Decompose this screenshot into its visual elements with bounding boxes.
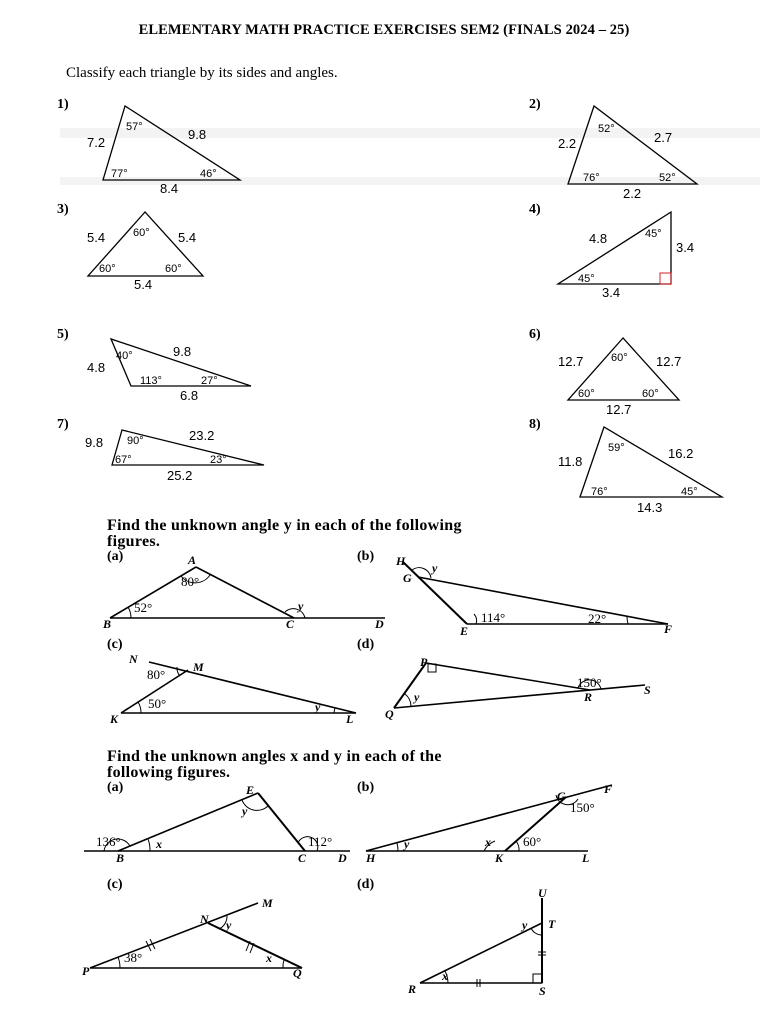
side-label: 6.8 bbox=[180, 388, 199, 403]
line-rt bbox=[420, 923, 542, 983]
triangle-number: 7) bbox=[57, 417, 69, 432]
angle-label: 23° bbox=[210, 454, 227, 466]
point-label: R bbox=[408, 982, 417, 996]
angle-label: 60° bbox=[165, 263, 182, 275]
angle-arc bbox=[138, 702, 141, 713]
angle-label: 52° bbox=[134, 600, 153, 615]
point-label: L bbox=[346, 712, 354, 726]
s2-figure-a bbox=[102, 549, 385, 631]
angle-arc bbox=[474, 614, 477, 624]
line-nq bbox=[208, 923, 302, 968]
triangle-number: 4) bbox=[529, 202, 541, 217]
point-label: R bbox=[584, 690, 593, 704]
angle-label: 45° bbox=[578, 273, 595, 285]
angle-label: y bbox=[414, 690, 420, 704]
point-label: T bbox=[548, 917, 556, 931]
triangle-5 bbox=[57, 327, 251, 403]
side-label: 12.7 bbox=[558, 354, 584, 369]
angle-label: y bbox=[404, 837, 410, 851]
right-angle-marker bbox=[660, 273, 671, 284]
part-label: (b) bbox=[357, 780, 375, 795]
s2-figure-c bbox=[107, 637, 356, 726]
angle-label: 60° bbox=[611, 352, 628, 364]
point-label: C bbox=[298, 851, 307, 865]
s3-figure-a bbox=[84, 780, 350, 865]
angle-label: 27° bbox=[201, 375, 218, 387]
triangle-shape bbox=[558, 212, 671, 284]
point-label: K bbox=[495, 851, 504, 865]
angle-label: y bbox=[315, 700, 321, 714]
right-angle-marker bbox=[533, 974, 542, 983]
side-label: 14.3 bbox=[637, 500, 663, 515]
angle-label: y bbox=[432, 561, 438, 575]
triangle-number: 1) bbox=[57, 97, 69, 112]
page-title: ELEMENTARY MATH PRACTICE EXERCISES SEM2 (FINALS 2024 – 25) bbox=[138, 22, 630, 38]
triangle-2 bbox=[529, 97, 697, 201]
angle-label: 76° bbox=[591, 486, 608, 498]
point-label: H bbox=[366, 851, 376, 865]
point-label: P bbox=[82, 964, 90, 978]
angle-label: 60° bbox=[642, 388, 659, 400]
triangle-number: 2) bbox=[529, 97, 541, 112]
side-label: 8.4 bbox=[160, 181, 179, 196]
triangle-4 bbox=[529, 202, 694, 300]
angle-arc bbox=[128, 607, 131, 618]
angle-label: 90° bbox=[127, 435, 144, 447]
point-label: M bbox=[193, 660, 204, 674]
side-label: 3.4 bbox=[676, 240, 695, 255]
s3-figure-c bbox=[82, 877, 302, 980]
side-label: 9.8 bbox=[173, 344, 192, 359]
point-label: Q bbox=[293, 966, 302, 980]
s3-figure-d bbox=[357, 877, 556, 998]
angle-label: 80° bbox=[181, 574, 200, 589]
part-label: (d) bbox=[357, 877, 375, 892]
triangle-8 bbox=[529, 417, 722, 515]
line-be bbox=[118, 793, 258, 851]
side-label: 5.4 bbox=[178, 230, 197, 245]
point-label: U bbox=[538, 886, 547, 900]
angle-arc bbox=[627, 617, 628, 624]
point-label: H bbox=[396, 554, 406, 568]
point-label: Q bbox=[385, 707, 394, 721]
angle-label: 57° bbox=[126, 121, 143, 133]
side-label: 25.2 bbox=[167, 468, 193, 483]
angle-label: 60° bbox=[99, 263, 116, 275]
angle-label: 60° bbox=[523, 834, 542, 849]
angle-label: 60° bbox=[578, 388, 595, 400]
triangle-number: 8) bbox=[529, 417, 541, 432]
side-label: 11.8 bbox=[558, 454, 583, 469]
line-nl bbox=[149, 662, 356, 713]
point-label: L bbox=[582, 851, 590, 865]
angle-label: y bbox=[242, 804, 248, 818]
angle-label: y bbox=[226, 918, 232, 932]
angle-label: 77° bbox=[111, 168, 128, 180]
angle-label: 150° bbox=[577, 675, 602, 690]
angle-arc bbox=[397, 843, 398, 851]
part-label: (c) bbox=[107, 637, 123, 652]
point-label: S bbox=[644, 683, 651, 697]
angle-arc bbox=[118, 957, 120, 968]
line-qs bbox=[394, 685, 645, 708]
angle-arc bbox=[405, 694, 411, 706]
side-label: 2.2 bbox=[623, 186, 642, 201]
angle-label: y bbox=[298, 599, 304, 613]
point-label: E bbox=[460, 624, 469, 638]
angle-label: 52° bbox=[659, 172, 676, 184]
point-label: F bbox=[604, 782, 613, 796]
angle-label: 40° bbox=[116, 350, 133, 362]
section3-heading-line2: following figures. bbox=[107, 764, 231, 781]
part-label: (b) bbox=[357, 549, 375, 564]
section2-heading-line1: Find the unknown angle y in each of the following bbox=[107, 517, 462, 534]
point-label: A bbox=[188, 553, 197, 567]
angle-arc bbox=[148, 839, 150, 851]
point-label: N bbox=[129, 652, 138, 666]
side-label: 3.4 bbox=[602, 285, 621, 300]
triangle-3 bbox=[57, 202, 203, 292]
angle-label: 45° bbox=[681, 486, 698, 498]
angle-label: 59° bbox=[608, 442, 625, 454]
part-label: (a) bbox=[107, 780, 124, 795]
point-label: K bbox=[110, 712, 119, 726]
point-label: B bbox=[116, 851, 125, 865]
triangle-6 bbox=[529, 327, 681, 417]
side-label: 9.8 bbox=[85, 435, 104, 450]
line-pr bbox=[426, 663, 590, 690]
angle-label: 50° bbox=[148, 696, 167, 711]
point-label: C bbox=[286, 617, 295, 631]
angle-label: 136° bbox=[96, 834, 121, 849]
angle-arc bbox=[177, 667, 180, 676]
angle-label: 113° bbox=[140, 375, 162, 387]
point-label: M bbox=[262, 896, 273, 910]
angle-label: 67° bbox=[115, 454, 132, 466]
triangle-number: 5) bbox=[57, 327, 69, 342]
section3-heading-line1: Find the unknown angles x and y in each of the bbox=[107, 748, 442, 765]
angle-label: x bbox=[156, 837, 162, 851]
side-label: 16.2 bbox=[668, 446, 694, 461]
triangle-number: 3) bbox=[57, 202, 69, 217]
side-label: 12.7 bbox=[656, 354, 682, 369]
side-label: 4.8 bbox=[589, 231, 608, 246]
triangle-1 bbox=[57, 97, 240, 196]
point-label: D bbox=[375, 617, 384, 631]
angle-label: 114° bbox=[481, 610, 506, 625]
s2-figure-b bbox=[357, 549, 672, 638]
angle-label: 46° bbox=[200, 168, 217, 180]
angle-label: 150° bbox=[570, 800, 595, 815]
side-label: 5.4 bbox=[134, 277, 153, 292]
point-label: F bbox=[664, 622, 673, 636]
point-label: G bbox=[557, 789, 566, 803]
angle-label: x bbox=[442, 969, 448, 983]
side-label: 12.7 bbox=[606, 402, 632, 417]
angle-label: 22° bbox=[588, 611, 607, 626]
point-label: S bbox=[539, 984, 546, 998]
angle-label: 112° bbox=[308, 834, 333, 849]
point-label: B bbox=[103, 617, 112, 631]
angle-arc bbox=[531, 928, 542, 935]
s3-figure-b bbox=[357, 780, 612, 865]
point-label: D bbox=[338, 851, 347, 865]
angle-label: y bbox=[522, 918, 528, 932]
point-label: E bbox=[246, 783, 255, 797]
side-label: 4.8 bbox=[87, 360, 106, 375]
part-label: (a) bbox=[107, 549, 124, 564]
side-ac bbox=[196, 567, 294, 618]
instruction-text: Classify each triangle by its sides and angles. bbox=[66, 65, 338, 81]
angle-label: 38° bbox=[124, 950, 143, 965]
part-label: (c) bbox=[107, 877, 123, 892]
side-label: 2.7 bbox=[654, 130, 673, 145]
angle-label: 80° bbox=[147, 667, 166, 682]
angle-label: 45° bbox=[645, 228, 662, 240]
point-label: N bbox=[200, 912, 209, 926]
side-label: 2.2 bbox=[558, 136, 577, 151]
s2-figure-d bbox=[357, 637, 651, 721]
angle-label: x bbox=[485, 835, 491, 849]
side-label: 9.8 bbox=[188, 127, 207, 142]
triangle-7 bbox=[57, 417, 264, 483]
angle-label: 60° bbox=[133, 227, 150, 239]
angle-label: 52° bbox=[598, 123, 615, 135]
section2-heading-line2: figures. bbox=[107, 533, 161, 550]
angle-arc bbox=[516, 841, 519, 851]
part-label: (d) bbox=[357, 637, 375, 652]
angle-label: 76° bbox=[583, 172, 600, 184]
point-label: P bbox=[420, 655, 428, 669]
point-label: G bbox=[403, 571, 412, 585]
angle-label: x bbox=[266, 951, 272, 965]
line-gf bbox=[418, 577, 668, 624]
side-label: 5.4 bbox=[87, 230, 106, 245]
angle-arc bbox=[283, 960, 284, 968]
side-label: 7.2 bbox=[87, 135, 106, 150]
side-label: 23.2 bbox=[189, 428, 215, 443]
triangle-number: 6) bbox=[529, 327, 541, 342]
